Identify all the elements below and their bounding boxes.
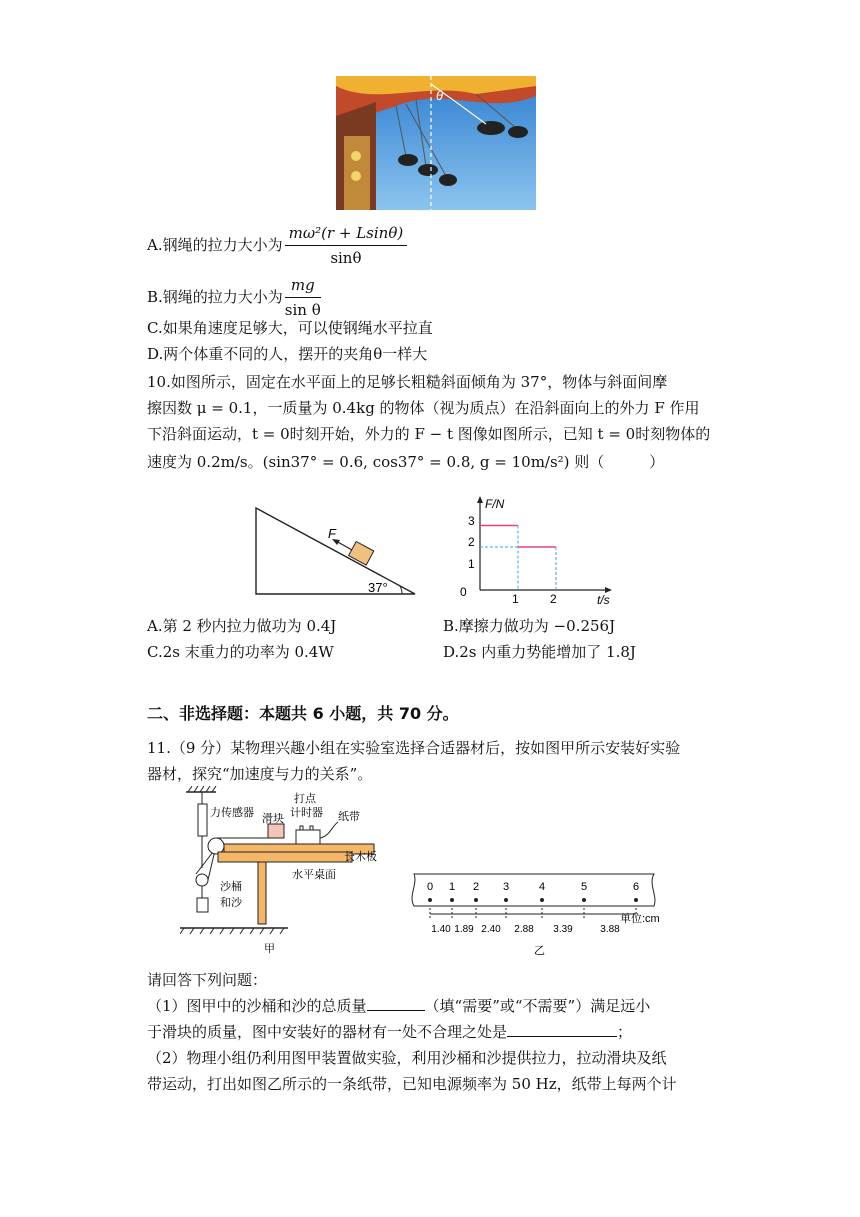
tape-dot-1	[450, 898, 454, 902]
q9-option-c: C.如果角速度足够大，可以使钢绳水平拉直	[147, 319, 433, 337]
q9-option-b-fraction	[285, 275, 321, 320]
tape-dot-4	[540, 898, 544, 902]
q9-option-a-denominator: sinθ	[330, 248, 362, 267]
section-2-heading: 二、非选择题：本题共 6 小题，共 70 分。	[147, 704, 459, 723]
incline-figure	[250, 504, 425, 600]
tape-point-label-1: 1	[449, 881, 456, 893]
q10-line-4: 速度为 0.2m/s。(sin37° = 0.6, cos37° = 0.8, g = 10m/s²) 则（ ）	[147, 453, 665, 471]
f-t-graph	[460, 494, 620, 604]
incline-angle-label: 37°	[368, 580, 388, 595]
q10-line-3: 下沿斜面运动，t = 0时刻开始，外力的 F − t 图像如图所示，已知 t = 0时刻物体的	[147, 425, 711, 443]
q11-prompt: 请回答下列问题：	[147, 971, 268, 989]
graph-y-tick-1: 1	[468, 557, 475, 571]
label-timer-1: 打点	[294, 793, 316, 805]
tape-spacing-5: 3.39	[553, 924, 573, 935]
label-force-sensor: 力传感器	[210, 807, 254, 819]
q10-option-c: C.2s 末重力的功率为 0.4W	[147, 643, 334, 661]
graph-y-tick-3: 3	[468, 514, 475, 528]
q9-option-d: D.两个体重不同的人，摆开的夹角θ一样大	[147, 345, 428, 363]
label-table: 水平桌面	[292, 869, 336, 881]
q9-option-b-denominator: sin θ	[284, 300, 321, 319]
caption-yi: 乙	[534, 945, 545, 956]
q11-part-1-text-b: （填“需要”或“不需要”）满足远小	[424, 997, 651, 1015]
label-slider: 滑块	[262, 813, 284, 825]
q10-line-2: 擦因数 μ = 0.1，一质量为 0.4kg 的物体（视为质点）在沿斜面向上的外力 F 作用	[147, 399, 700, 417]
tape-spacing-2: 1.89	[454, 924, 474, 935]
q9-option-b	[147, 276, 321, 318]
swing-ride-photo	[336, 76, 536, 210]
q9-option-a-numerator: mω²(r + Lsinθ)	[285, 223, 408, 246]
tape-point-label-4: 4	[539, 881, 546, 893]
label-timer-2: 计时器	[290, 807, 323, 819]
q9-option-a-prefix: A.钢绳的拉力大小为	[147, 236, 283, 254]
tape-spacing-1: 1.40	[431, 924, 451, 935]
theta-label: θ	[436, 88, 444, 103]
q11-line-1: 11.（9 分）某物理兴趣小组在实验室选择合适器材后，按如图甲所示安装好实验	[147, 739, 681, 757]
q9-option-b-prefix: B.钢绳的拉力大小为	[147, 288, 283, 306]
graph-y-tick-2: 2	[468, 535, 475, 549]
q9-option-b-numerator: mg	[285, 275, 321, 298]
q10-option-a: A.第 2 秒内拉力做功为 0.4J	[147, 617, 337, 635]
tape-figure	[408, 870, 662, 956]
q11-part-2-line-1: （2）物理小组仍利用图甲装置做实验，利用沙桶和沙提供拉力，拉动滑块及纸	[147, 1049, 667, 1067]
graph-y-axis-label: F/N	[485, 497, 505, 511]
q11-part-1-end: ；	[617, 1023, 633, 1041]
q9-option-a-fraction	[285, 223, 408, 268]
q11-part-2-line-2: 带运动，打出如图乙所示的一条纸带，已知电源频率为 50 Hz，纸带上每两个计	[147, 1075, 677, 1093]
label-board: 长木板	[344, 851, 377, 863]
tape-unit: 单位:cm	[620, 913, 660, 925]
q10-line-1: 10.如图所示，固定在水平面上的足够长粗糙斜面倾角为 37°，物体与斜面间摩	[147, 373, 668, 391]
tape-spacing-6: 3.88	[600, 924, 620, 935]
answer-blank-2[interactable]	[507, 1036, 617, 1037]
label-tape: 纸带	[338, 811, 360, 823]
graph-x-axis-label: t/s	[597, 593, 610, 604]
tape-dot-6	[634, 898, 638, 902]
q11-part-1-line-2	[147, 1022, 632, 1042]
q10-option-d: D.2s 内重力势能增加了 1.8J	[443, 643, 636, 661]
q11-part-1-text-c: 于滑块的质量，图中安装好的器材有一处不合理之处是	[147, 1023, 508, 1041]
caption-jia: 甲	[264, 943, 275, 955]
q11-part-1-text-a: （1）图甲中的沙桶和沙的总质量	[147, 997, 367, 1015]
q9-option-a	[147, 222, 407, 268]
tape-point-label-2: 2	[473, 881, 480, 893]
q10-option-b: B.摩擦力做功为 −0.256J	[443, 617, 616, 635]
graph-x-tick-2: 2	[550, 592, 557, 604]
tape-point-label-0: 0	[427, 881, 434, 893]
tape-dot-2	[474, 898, 478, 902]
incline-force-label: F	[328, 526, 336, 541]
label-bucket-2: 和沙	[220, 897, 242, 909]
apparatus-figure	[180, 786, 390, 958]
tape-point-label-3: 3	[503, 881, 510, 893]
graph-x-tick-1: 1	[512, 592, 519, 604]
tape-spacing-3: 2.40	[481, 924, 501, 935]
tape-dot-0	[428, 898, 432, 902]
graph-origin: 0	[460, 585, 467, 599]
tape-dot-3	[504, 898, 508, 902]
label-bucket-1: 沙桶	[220, 881, 242, 893]
tape-point-label-6: 6	[633, 881, 640, 893]
answer-blank-1[interactable]	[367, 1010, 425, 1011]
q11-line-2: 器材，探究“加速度与力的关系”。	[147, 765, 373, 783]
tape-spacing-4: 2.88	[514, 924, 534, 935]
tape-point-label-5: 5	[581, 881, 588, 893]
q11-part-1-line-1	[147, 996, 650, 1016]
tape-dot-5	[582, 898, 586, 902]
